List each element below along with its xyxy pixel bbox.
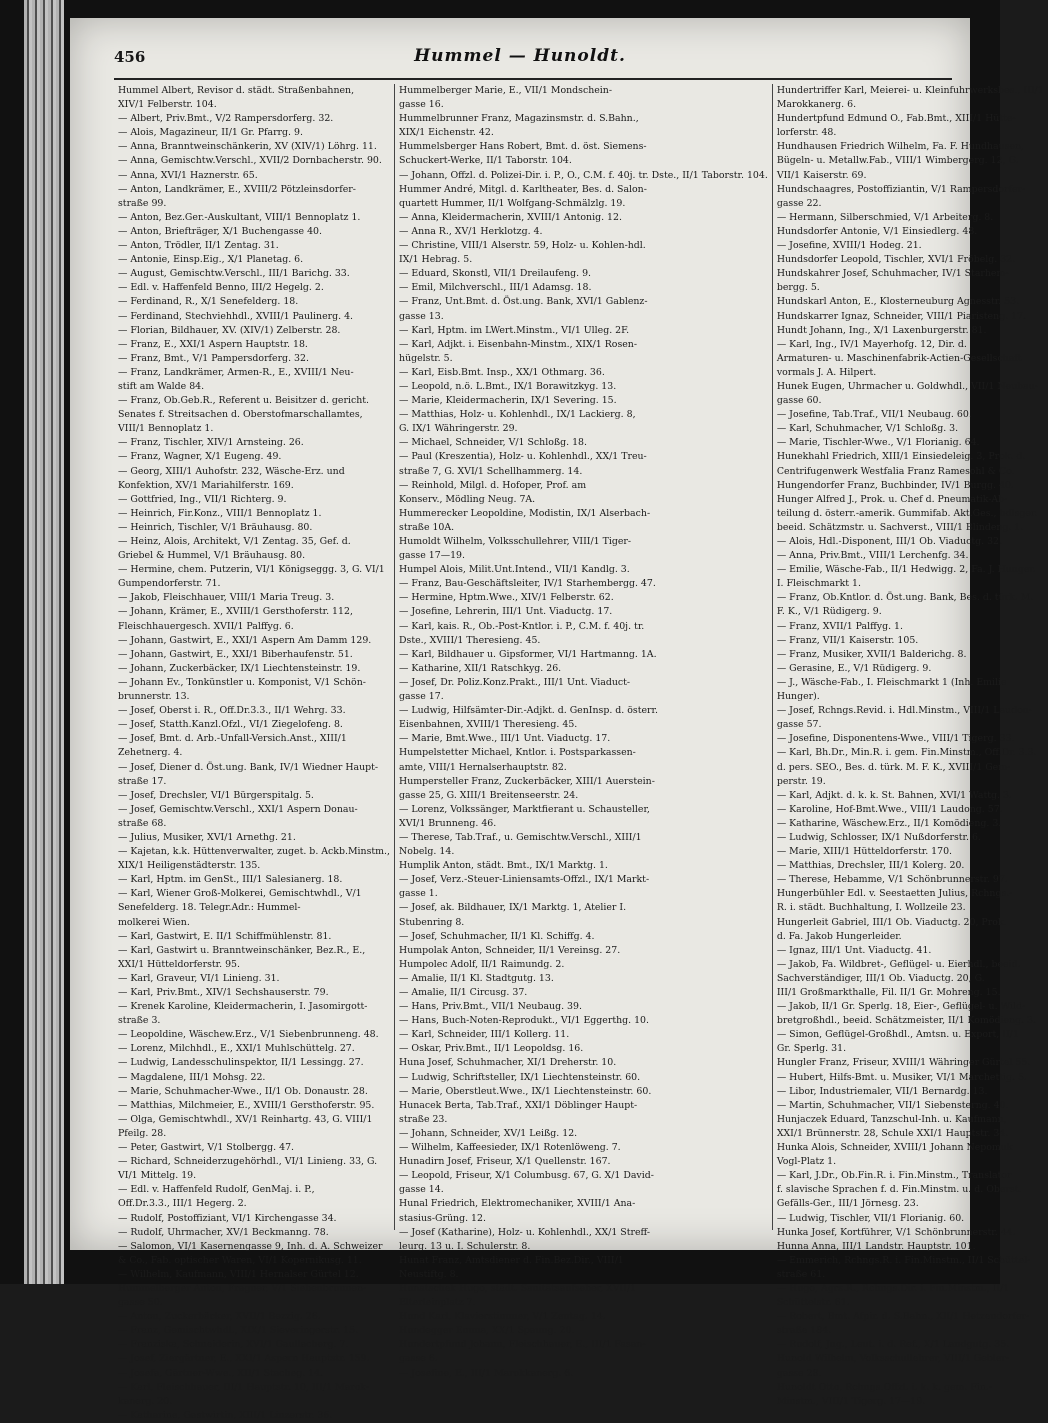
directory-entry-line: Hunka Alois, Schneider, XVIII/1 Johann Nepomuk (776, 1142, 1013, 1154)
directory-entry-line: — Ferdinand, R., X/1 Senefelderg. 18. (118, 296, 299, 308)
directory-entry-line: — Josefine, Disponentens-Wwe., VIII/1 Tigerg. 33. (776, 733, 1015, 745)
directory-entry-line: gasse 17—19. (399, 550, 465, 562)
directory-entry-line: — Leopoldine, Wäschew.Erz., V/1 Siebenbrunneng. 48. (118, 1029, 379, 1041)
directory-entry-line: gasse 14. (399, 1184, 444, 1196)
directory-entry-line: — Ludwig, Landesschulinspektor, II/1 Lessingg. 27. (118, 1057, 364, 1069)
directory-entry-line: — Anna, Priv.Bmt., VIII/1 Lerchenfg. 34. (776, 550, 969, 562)
directory-entry-line: — Hermine, Hptm.Wwe., XIV/1 Felberstr. 62. (399, 592, 614, 604)
directory-entry-line: — Richard, Schneiderzugehörhdl., VI/1 Linieng. 33, G. (118, 1156, 378, 1168)
directory-entry-line: Eisenbahnen, XVIII/1 Theresieng. 45. (399, 719, 578, 731)
directory-entry-line: Minstm., VIII/1 Tigerg. 17—19. (776, 1395, 926, 1407)
directory-entry-line: Humpersteller Franz, Zuckerbäcker, XIII/1 Auerstein- (399, 775, 655, 787)
directory-entry-line: straße 184. (776, 1325, 832, 1337)
directory-entry-line: XIX/1 Heiligenstädterstr. 135. (118, 860, 261, 872)
directory-entry-line: — Josef, Schuhmacher, II/1 Kl. Schiffg. 4. (399, 930, 595, 942)
directory-entry-line: Hundsdorfer Leopold, Tischler, XVI/1 Fröbelg. 32. (776, 254, 1016, 266)
directory-entry-line: — Albert, Priv.Bmt., V/2 Rampersdorferg. 32. (118, 113, 334, 125)
directory-entry-line: Hunna Anna, III/1 Landstr. Hauptstr. 101. (776, 1240, 976, 1252)
directory-entry-line: lorferstr. 48. (776, 127, 837, 139)
directory-entry-line: — Anton, Bez.Ger.-Auskultant, VIII/1 Bennoplatz 1. (118, 211, 361, 223)
directory-entry-line: f. slavische Sprachen f. d. Fin.Minstm. u. d. Oberst. (776, 1184, 1022, 1196)
directory-entry-line: III/1 Großmarkthalle, Fil. II/1 Gr. Mohreng. 15. (776, 987, 1001, 998)
directory-entry-line: Griebel & Hummel, V/1 Bräuhausg. 80. (118, 550, 306, 562)
directory-entry-line: Hummel Albert, Revisor d. städt. Straßenbahnen, (118, 85, 355, 96)
directory-entry-line: — Magdalene, III/1 Mohsg. 22. (118, 1071, 266, 1083)
directory-entry-line: — Karl, Fleischhauer, III/1 Hauptstr. 10, III/1 Marok- (118, 1381, 370, 1393)
directory-page (70, 18, 1044, 1421)
directory-entry-line: — Johann, Gastwirt, E., XXI/1 Biberhaufenstr. 51. (118, 648, 353, 660)
directory-entry-line: gasse 22. (776, 197, 822, 209)
column-right (772, 84, 1048, 1407)
directory-entry-line: — Eduard, Skonstl, VII/1 Dreilaufeng. 9. (399, 268, 592, 280)
directory-entry-line: Hundhausen Friedrich Wilhelm, Fa. F. Hundhausen, (776, 141, 1025, 153)
directory-entry-line: — Hans, Buch-Noten-Reprodukt., VI/1 Eggerthg. 10. (399, 1015, 650, 1027)
directory-entry-line: — Franz, Wagner, X/1 Eugeng. 49. (118, 451, 282, 463)
directory-entry-line: gasse 28. (776, 1367, 822, 1379)
directory-entry-line: straße 23. (399, 1113, 448, 1125)
directory-entry-line: XIX/1 Eichenstr. 42. (399, 127, 494, 139)
directory-entry-line: — Karl, Priv.Bmt., XIV/1 Sechshauserstr. 79. (118, 987, 329, 998)
directory-entry-line: brunnerstr. 13. (118, 691, 190, 703)
directory-entry-line: Centrifugenwerk Westfalia Franz Ramesohl & Co. (776, 465, 1015, 477)
directory-entry-line: — Alois, Hdl.-Disponent, III/1 Ob. Viaductg. 32. (776, 536, 1002, 547)
directory-entry-line: — Gerasine, E., V/1 Rüdigerg. 9. (776, 662, 932, 674)
directory-entry-line: gasse 1. (399, 888, 438, 900)
directory-entry-line: Hummelsberger Hans Robert, Bmt. d. öst. Siemens- (399, 141, 647, 153)
directory-entry-line: — Jakob, Fa. Wildbret-, Geflügel- u. Eierhdl., beeid. (776, 958, 1021, 970)
directory-entry-line: — Martin, Schuhmacher, VII/1 Siebensterng. 40. (776, 1099, 1009, 1111)
directory-entry-line: — Karl, Bh.Dr., Min.R. i. gem. Fin.Minstm., Off.Dr. 3.3. (776, 747, 1037, 759)
directory-entry-line: XVI/1 Brunneng. 46. (399, 817, 497, 829)
directory-entry-line: — Karl, Hptm. im LWert.Minstm., VI/1 Ulleg. 2F. (399, 324, 630, 336)
directory-entry-line: — Johann, Gastwirt, E., XXI/1 Aspern Am Damm 129. (118, 634, 372, 646)
directory-entry-line: — Josefine, XVIII/1 Hodeg. 21. (776, 240, 922, 252)
directory-entry-line: — Josef, Rchngs.Revid. i. Hdl.Minstm., VIII/1 Laudon- (776, 705, 1032, 717)
directory-entry-line: — Marie, Oberstleut.Wwe., IX/1 Liechtensteinstr. 60. (399, 1085, 652, 1097)
entry-columns (114, 84, 1044, 1421)
directory-entry-line: — Florian, Bildhauer, XV. (XIV/1) Zelberstr. 28. (118, 324, 341, 336)
directory-entry-line: Pfeilg. 28. (118, 1127, 167, 1139)
directory-entry-line: Hungler Franz, Friseur, XVIII/1 Währinger Gürtel 55. (776, 1057, 1031, 1069)
directory-entry-line: — Hermann, Silberschmied, V/1 Arbeiterg. 8. (776, 211, 994, 223)
directory-entry-line: — Josefine, Tab.Traf., VII/1 Neubaug. 60. (776, 409, 972, 421)
directory-entry-line: stasius-Grüng. 12. (399, 1212, 486, 1224)
directory-entry-line: Hundskarrer Ignaz, Schneider, VIII/1 Piaristeng. 17. (776, 310, 1027, 322)
directory-entry-line: — Matthias, Holz- u. Kohlenhdl., IX/1 Lackierg. 8, (399, 409, 636, 421)
directory-entry-line: — Franz, Bau-Geschäftsleiter, IV/1 Starhembergg. 47. (399, 578, 656, 590)
directory-entry-line: Hunacek Berta, Tab.Traf., XXI/1 Döblinger Haupt- (399, 1099, 638, 1111)
directory-entry-line: — Josef, Dr. Poliz.Konz.Prakt., III/1 Unt. Viaduct- (399, 676, 631, 688)
directory-entry-line: perstr. 19. (776, 775, 826, 787)
directory-entry-line: Hundt Johann, Ing., X/1 Laxenburgerstr. 81. (776, 324, 987, 336)
directory-entry-line: Hungendorfer Franz, Buchbinder, IV/1 Burgg. 40. (776, 479, 1014, 491)
directory-entry-line: — Krenek Karoline, Kleidermacherin, I. Jasomirgott- (118, 1001, 368, 1013)
directory-entry-line: — Ludwig, Schriftsteller, IX/1 Liechtensteinstr. 60. (399, 1071, 641, 1083)
directory-entry-line: — Libor, Industriemaler, VII/1 Bernardg. 13. (776, 1085, 988, 1097)
directory-entry-line: — Jakob, Fleischhauer, VIII/1 Maria Treug. 3. (118, 592, 335, 604)
directory-entry-line: — Matthias, Drechsler, III/1 Kolerg. 20. (776, 860, 965, 872)
directory-entry-line: Hummelbrunner Franz, Magazinsmstr. d. S.Bahn., (399, 113, 639, 125)
directory-entry-line: Hunka Josef, Kortführer, V/1 Schönbrunnerstr. 44. (776, 1226, 1016, 1238)
directory-entry-line: — Christine, VIII/1 Alserstr. 59, Holz- u. Kohlen-hdl. (399, 240, 646, 252)
directory-entry-line: — Franz, Gemischtwhdl., XIX/1 Sieveringerstr. 15. (118, 1325, 359, 1337)
directory-entry-line: — Peter, Gastwirt, V/1 Stolbergg. 47. (118, 1142, 295, 1154)
directory-entry-line: straße 68. (118, 817, 167, 829)
directory-entry-line: — Karl, Bildhauer u. Gipsformer, VI/1 Hartmanng. 1A. (399, 648, 657, 660)
directory-entry-line: Hunal Friedrich, Elektromechaniker, XVIII/1 Ana- (399, 1198, 636, 1210)
directory-entry-line: — Ludwig, Tischler, VII/1 Florianig. 60. (776, 1212, 965, 1224)
directory-entry-line: Dste., XVIII/1 Theresieng. 45. (399, 634, 541, 646)
directory-entry-line: — Therese, Hebamme, V/1 Schönbrunnerstr. 97. (776, 874, 1008, 886)
directory-entry-line: Stubenring 8. (399, 916, 465, 928)
directory-entry-line: gasse 16. (399, 99, 444, 111)
running-head: Hummel — Hunoldt. (414, 46, 626, 66)
directory-entry-line: — Michael, Schneider, V/1 Schloßg. 18. (399, 437, 587, 449)
directory-entry-line: Gr. Sperlg. 31. (776, 1043, 847, 1055)
directory-entry-line: — August, Gemischtw.Verschl., III/1 Barichg. 33. (118, 268, 350, 280)
directory-entry-line: — Amalie, II/1 Kl. Stadtgutg. 13. (399, 972, 554, 984)
directory-entry-line: — Gottfried, Ing., VII/1 Richterg. 9. (118, 493, 287, 505)
directory-entry-line: straße 17. (118, 775, 167, 787)
directory-entry-line: — Heinz, Alois, Architekt, V/1 Zentag. 35, Gef. d. (118, 536, 351, 547)
directory-entry-line: stift am Walde 84. (118, 380, 205, 392)
directory-entry-line: Konfektion, XV/1 Mariahilferstr. 169. (118, 479, 294, 491)
directory-entry-line: — Marie, Bmt.Wwe., III/1 Unt. Viaductg. 17. (399, 733, 611, 745)
directory-entry-line: quartett Hummer, II/1 Wolfgang-Schmälzlg. 19. (399, 197, 626, 209)
directory-entry-line: — Olga, Gemischtwhdl., XV/1 Reinhartg. 43, G. VIII/1 (118, 1113, 373, 1125)
directory-entry-line: — Karl, Gastwirt u. Branntweinschänker, Bez.R., E., (118, 944, 366, 956)
directory-entry-line: — Marie, Kleidermacherin, IX/1 Severing. 15. (399, 395, 617, 407)
directory-entry-line: & Co., Fab. optischer Waren, VI/1 Kopernikusg. 11. (118, 1254, 362, 1266)
directory-entry-line: — Hugo, Agrs.R., Rchngs.Dir. i. Fin.Minstm., II/1 (776, 1282, 1010, 1294)
directory-entry-line: Hunger). (776, 691, 820, 703)
directory-entry-line: — Karl, Adjkt. i. Eisenbahn-Minstm., XIX/1 Rosen- (399, 338, 638, 350)
directory-entry-line: molkerei Wien. (118, 916, 190, 928)
directory-entry-line: — Josef, Drechsler, VI/1 Bürgerspitalg. 5. (118, 789, 314, 801)
directory-entry-line: — Franziska, Schneiderin, XVI/1 Gaullacherg. 7. (118, 1339, 349, 1351)
directory-entry-line: — Antonie, Einsp.Eig., X/1 Planetag. 6. (118, 254, 304, 266)
directory-entry-line: — Johann, Schneider, XV/1 Leißg. 12. (399, 1127, 578, 1139)
directory-entry-line: — Anna, Branntweinschänkerin, XV (XIV/1) Löhrg. 11. (118, 141, 377, 153)
directory-entry-line: — Anton, Zuckerbäcker, XVII/1 Bezzig. 26. (118, 1311, 321, 1323)
directory-entry-line: — Rudolf, Postoffiziant, VI/1 Kirchengasse 34. (118, 1212, 337, 1224)
directory-entry-line: G. IX/1 Währingerstr. 29. (399, 423, 518, 435)
directory-entry-line: Hundertriffer Karl, Meierei- u. Kleinfuhrwerksbes., III/1 (776, 85, 1044, 96)
directory-entry-line: — Anton, Briefträger, X/1 Buchengasse 40. (118, 225, 322, 237)
directory-entry-line: Hunat Franz, Amtsdiener d. Fin.Bez.Dir., VIII/1 (399, 1254, 624, 1266)
directory-entry-line: — Josef, ak. Bildhauer, IX/1 Marktg. 1, Atelier I. (399, 902, 627, 914)
directory-entry-line: Hundegger Emma, XX/1 Spaung. 20. (399, 1325, 575, 1337)
directory-entry-line: gasse 25, G. XIII/1 Breitenseerstr. 24. (399, 789, 579, 801)
directory-entry-line: straße 99. (118, 197, 167, 209)
directory-entry-line: — Josefine, Lehrerin, III/1 Unt. Viaductg. 17. (399, 606, 613, 618)
directory-entry-line: — Lorenz, Milchhdl., E., XXI/1 Muhlschüttelg. 27. (118, 1043, 355, 1055)
directory-entry-line: — Marie, Tischler-Wwe., V/1 Florianig. 64. (776, 437, 980, 449)
directory-entry-line: Senates f. Streitsachen d. Oberstofmarschallamtes, (118, 409, 363, 421)
directory-entry-line: — Johann Ev., Tonkünstler u. Komponist, V/1 Schön- (118, 676, 366, 688)
directory-entry-line: straße 3. (118, 1015, 161, 1027)
directory-entry-line: Vogl-Platz 1. (776, 1156, 837, 1168)
directory-entry-line: Hummerecker Leopoldine, Modistin, IX/1 Alserbach- (399, 507, 651, 519)
directory-entry-line: — Wilhelm, Kaffeesieder, IX/1 Rotenlöweng. 7. (399, 1142, 621, 1154)
directory-entry-line: Schüttelstr. 61. (776, 1297, 850, 1309)
directory-entry-line: — Josefine, E., III/1 Marokkanerg. 6. (399, 1367, 574, 1379)
directory-entry-line: Hunatschek Hugo, städt. Sanitätsaufseher, XVII/1 (399, 1282, 637, 1294)
directory-entry-line: — Karl, Gastwirt, E. II/1 Schiffmühlenstr. 81. (118, 930, 332, 942)
directory-entry-line: — Anna, XVI/1 Haznerstr. 65. (118, 169, 258, 181)
directory-entry-line: Hundskahrer Josef, Schuhmacher, IV/1 Starhem- (776, 268, 1009, 280)
directory-entry-line: — Leopold, n.ö. L.Bmt., IX/1 Borawitzkyg. 13. (399, 380, 617, 392)
directory-entry-line: Konserv., Mödling Neug. 7A. (399, 493, 536, 505)
directory-entry-line: Hunekhahl Friedrich, XIII/1 Einsiedeleig. 3, Prok. d. (776, 451, 1026, 463)
directory-entry-line: — Franz, Musiker, XVII/1 Balderichg. 8. (776, 648, 967, 660)
directory-entry-line: — Johann, Offzl. d. Polizei-Dir. i. P., O., C.M. f. 40j. tr. Dste., II/1 Taborstr. 104. (399, 169, 768, 181)
column-middle (394, 84, 772, 1379)
directory-entry-line: Hunek Eugen, Uhrmacher u. Goldwhdl., VII/1 Neubau- (776, 380, 1038, 392)
directory-entry-line: — Karl, Eisb.Bmt. Insp., XX/1 Othmarg. 36. (399, 366, 605, 378)
directory-entry-line: — Anton, Landkrämer, E., XVIII/2 Pötzleinsdorfer- (118, 183, 356, 195)
directory-entry-line: — Marie, Schuhmacher-Wwe., II/1 Ob. Donaustr. 28. (118, 1085, 368, 1097)
directory-entry-line: — Georg, XIII/1 Auhofstr. 232, Wäsche-Erz. und (118, 465, 345, 477)
directory-entry-line: Hungerleit Gabriel, III/1 Ob. Viaductg. 20, Prok. (776, 916, 1007, 928)
directory-entry-line: Humpelstetter Michael, Kntlor. i. Postsparkassen- (399, 747, 636, 759)
directory-entry-line: — Karl, Ing., IV/1 Mayerhofg. 12, Dir. d. (776, 338, 967, 350)
directory-entry-line: — Franz, XVII/1 Palffyg. 1. (776, 620, 903, 632)
directory-entry-line: XXI/1 Brünnerstr. 28, Schule XXI/1 Hauptstr. 34. (776, 1127, 1009, 1139)
header-rule (114, 78, 952, 80)
directory-entry-line: XIV/1 Felberstr. 104. (118, 99, 217, 111)
directory-entry-line: — Franz, Unt.Bmt. d. Öst.ung. Bank, XVI/1 Gablenz- (399, 296, 648, 308)
directory-entry-line: — Katharine, Wäschew.Erz., II/1 Komödieng. 3. (776, 817, 1002, 829)
directory-entry-line: Hummelberger Anton, Fragner, V/1 Siebenbrunnen- (118, 1282, 367, 1294)
directory-entry-line: — Josef, Ziergärtner, E., XXI/1 Aspern Hauptstr. 159. (118, 1353, 370, 1365)
directory-entry-line: — Anna, Gemischtw.Verschl., XVII/2 Dornbacherstr. 90. (118, 155, 382, 167)
directory-entry-line: — Karl, Schneider, III/1 Kollerg. 11. (399, 1029, 570, 1041)
directory-entry-line: — Amalie, II/1 Circusg. 37. (399, 987, 528, 998)
directory-entry-line: Neustiftg. 8. (399, 1268, 459, 1280)
directory-entry-line: Hundschaagres, Postoffiziantin, V/1 Rampersdorfer- (776, 183, 1026, 195)
directory-entry-line: — Heinrich, Tischler, V/1 Bräuhausg. 80. (118, 521, 313, 533)
directory-entry-line: — Robert, Bmt. Afpir. d. S.Bahn., XII/1 Hetzendorfer- (776, 1311, 1030, 1323)
directory-entry-line: Humplik Anton, städt. Bmt., IX/1 Marktg. 1. (399, 860, 608, 872)
directory-entry-line: — Franz, Tischler, XIV/1 Arnsteing. 26. (118, 437, 304, 449)
book-page-edges (24, 0, 64, 1284)
directory-entry-line: — Emilie, Wäsche-Fab., II/1 Hedwigg. 2, Fa. J. Hunger. (776, 564, 1036, 576)
directory-entry-line: — Johann, Krämer, E., XVIII/1 Gersthoferstr. 112, (118, 606, 353, 618)
directory-entry-line: Hundsdorfer Antonie, V/1 Einsiedlerg. 48. (776, 225, 978, 237)
directory-entry-line: — Simon, Geflügel-Großhdl., Amtsn. u. Export, II/1 (776, 1029, 1019, 1041)
directory-entry-line: — Oskar, Priv.Bmt., II/1 Leopoldsg. 16. (399, 1043, 584, 1055)
directory-entry-line: — Therese, Tab.Traf., u. Gemischtw.Verschl., XIII/1 (399, 831, 642, 843)
directory-entry-line: — Rudolf, Uhrmacher, XV/1 Beckmanng. 78. (118, 1226, 329, 1238)
directory-entry-line: bergg. 5. (776, 282, 820, 294)
directory-entry-line: — Franz, Bmt., V/1 Pampersdorferg. 32. (118, 352, 309, 364)
directory-entry-line: Nobelg. 14. (399, 846, 455, 858)
directory-entry-line: Bügeln- u. Metallw.Fab., VIII/1 Wimbergerg. 12, G. (776, 155, 1019, 167)
directory-entry-line: — Josef, Statth.Kanzl.Ofzl., VI/1 Ziegelofeng. 8. (118, 719, 343, 731)
directory-entry-line: Armaturen- u. Maschinenfabrik-Actien-Gesellschaft (776, 352, 1022, 364)
directory-entry-line: — Franz, Ob.Geb.R., Referent u. Beisitzer d. gericht. (118, 395, 369, 407)
directory-entry-line: — Emmerich, Rchngs.R. i. Fin.Minstm., II/1 Schüttel- (776, 1254, 1031, 1266)
directory-entry-line: Hund Karl, Klavierstimmer, V/1 Zentag. 14. (399, 1311, 606, 1323)
directory-entry-line: — Karl, kais. R., Ob.-Post-Kntlor. i. P., C.M. f. 40j. tr. (399, 620, 645, 632)
directory-entry-line: R. i. städt. Buchhaltung, I. Wollzeile 23. (776, 902, 966, 914)
column-left (114, 84, 394, 1421)
directory-entry-line: Off.Dr.3.3., III/1 Hegerg. 2. (118, 1198, 247, 1210)
directory-entry-line: — Franz, E., XXI/1 Aspern Hauptstr. 18. (118, 338, 308, 350)
directory-entry-line: — Julius, Musiker, XVI/1 Arnethg. 21. (118, 831, 296, 843)
directory-entry-line: — Marie, XIII/1 Hütteldorferstr. 170. (776, 846, 953, 858)
directory-entry-line: — Edl. v. Haffenfeld Benno, III/2 Hegelg. 2. (118, 282, 324, 294)
directory-entry-line: gasse 17. (399, 691, 444, 703)
directory-entry-line: — Josef, Verz.-Steuer-Liniensamts-Offzl., IX/1 Markt- (399, 874, 650, 886)
directory-entry-line: gasse 6. (399, 1353, 438, 1365)
directory-entry-line: Hundertpfund Edmund O., Fab.Bmt., XIII/1 Hütte- (776, 113, 1016, 125)
directory-entry-line: Humpolak Anton, Schneider, II/1 Vereinsg. 27. (399, 944, 621, 956)
directory-entry-line: Schuckert-Werke, II/1 Taborstr. 104. (399, 155, 572, 167)
directory-entry-line: gasse 57. (776, 719, 822, 731)
directory-entry-line: Hunoldt Otto, Rchngs.Offzl. i. k. k. gem. Fin.- (776, 1381, 993, 1393)
directory-entry-line: — Hans, Priv.Bmt., VII/1 Neubaug. 39. (399, 1001, 582, 1013)
directory-entry-line: — Ludwig, Hilfsämter-Dir.-Adjkt. d. GenInsp. d. österr. (399, 705, 658, 717)
directory-entry-line: — Anna, Kleidermacherin, XVIII/1 Antonig. 12. (399, 211, 622, 223)
directory-entry-line: — Karl, Adjkt. d. k. k. St. Bahnen, XVI/1 Wattg. 3. (776, 789, 1012, 801)
directory-entry-line: — Josef (Katharine), Holz- u. Kohlenhdl., XX/1 Streff- (399, 1226, 650, 1238)
directory-entry-line: Hunjaczek Eduard, Tanzschul-Inh. u. Kaufmann, (776, 1113, 1007, 1125)
directory-entry-line: XXI/1 Hütteldorferstr. 95. (118, 958, 240, 970)
directory-entry-line: — Kajetan, k.k. Hüttenverwalter, zuget. b. Ackb.Minstm., (118, 846, 391, 858)
directory-entry-line: — Hubert, Hilfs-Bmt. u. Musiker, VI/1 Marchettig. 5. (776, 1071, 1027, 1083)
directory-entry-line: Gefälls-Ger., III/1 Jörnesg. 23. (776, 1198, 919, 1210)
directory-entry-line: Hummer André, Mitgl. d. Karltheater, Bes. d. Salon- (399, 183, 647, 195)
directory-entry-line: Hummelberger Marie, E., VII/1 Mondschein- (399, 85, 612, 96)
directory-entry-line: — Karoline, Hof-Bmt.Wwe., VIII/1 Laudong. 57. (776, 803, 1003, 815)
directory-entry-line: straße 61. (776, 1268, 826, 1280)
directory-entry-line: amte, VIII/1 Hernalserhauptstr. 82. (399, 761, 567, 773)
directory-entry-line: — Karl, Graveur, VI/1 Linieng. 31. (118, 972, 280, 984)
directory-entry-line: — Karl, J.Dr., Ob.Fin.R. i. Fin.Minstm., Translator (776, 1170, 1012, 1182)
directory-entry-line: — J., Wäsche-Fab., I. Fleischmarkt 1 (Inh. Emilie (776, 676, 1007, 688)
directory-entry-line: — Ignaz, III/1 Unt. Viaductg. 41. (776, 944, 932, 956)
directory-entry-line: gasse 13. (399, 310, 444, 322)
page-header (70, 48, 970, 72)
directory-entry-line: — Leopold, Friseur, X/1 Columbusg. 67, G. X/1 David- (399, 1170, 654, 1182)
directory-entry-line: Gumpendorferstr. 71. (118, 578, 221, 590)
directory-entry-line: IX/1 Hebrag. 5. (399, 254, 473, 266)
directory-entry-line: gasse 60. (776, 395, 822, 407)
directory-entry-line: — Josef, Gemischtw.Verschl., XXI/1 Aspern Donau- (118, 803, 358, 815)
directory-entry-line: d. Fa. Jakob Hungerleider. (776, 930, 902, 942)
directory-entry-line: — Franz, Landkrämer, Armen-R., E., XVIII/1 Neu- (118, 366, 354, 378)
directory-entry-line: Hundertpfund Johann, Fleischhauer, E., III/1 Fasan- (399, 1339, 646, 1351)
directory-entry-line: — Karl, Schuhmacher, V/1 Schloßg. 3. (776, 423, 959, 435)
directory-entry-line: VI/1 Mittelg. 19. (118, 1170, 197, 1182)
directory-entry-line: — Emil, Milchverschl., III/1 Adamsg. 18. (399, 282, 592, 294)
directory-entry-line: — Salomon, VI/1 Kasernengasse 9, Inh. d. A. Schweizer (118, 1240, 383, 1252)
directory-entry-line: — Heinrich, Fir.Konz., VIII/1 Bennoplatz 1. (118, 507, 322, 519)
directory-entry-line: Fleischhauergesch. XVII/1 Palffyg. 6. (118, 620, 294, 632)
directory-entry-line: VIII/1 Bennoplatz 1. (118, 423, 214, 435)
directory-entry-line: Zehetnerg. 4. (118, 747, 183, 759)
directory-entry-line: — Josef, Oberst i. R., Off.Dr.3.3., II/1 Wehrg. 33. (118, 705, 346, 717)
directory-entry-line: Humpolec Adolf, II/1 Raimundg. 2. (399, 958, 565, 970)
directory-entry-line: Hunold Wilhelm, Volksschullehrer, VIII/1 Gebler- (776, 1353, 1010, 1365)
directory-entry-line: — Johann, Zuckerbäcker, IX/1 Liechtensteinstr. 19. (118, 662, 361, 674)
directory-entry-line: — Reinhold, Milgl. d. Hofoper, Prof. am (399, 479, 587, 491)
directory-entry-line: — Anna R., XV/1 Herklotzg. 4. (399, 225, 543, 237)
page-number: 456 (114, 48, 146, 66)
directory-entry-line: F. K., V/1 Rüdigerg. 9. (776, 606, 882, 618)
directory-entry-line: — Wilhelm, Kaufmann, VIII/1 Hernalser Gürtel 12. (118, 1268, 359, 1280)
directory-entry-line: teilung d. österr.-amerik. Gummifab. Akt.Ges., hdlsger. (776, 507, 1038, 519)
directory-entry-line: — Lorenz, Volkssänger, Marktfierant u. Schausteller, (399, 803, 650, 815)
directory-entry-line: — Rudolf, Jng., Leut. i. d. Ref., X/1 Landgutg. 35. (776, 1339, 1010, 1351)
directory-entry-line: — Edl. v. Haffenfeld Rudolf, GenMaj. i. P., (118, 1184, 315, 1196)
directory-entry-line: straße 7, G. XVI/1 Schellhammerg. 14. (399, 465, 583, 477)
directory-entry-line: hügelstr. 5. (399, 352, 453, 364)
directory-entry-line: Humpel Alois, Milit.Unt.Intend., VII/1 Kandlg. 3. (399, 564, 630, 576)
directory-entry-line: Hunadirn Josef, Friseur, X/1 Quellenstr. 167. (399, 1156, 611, 1168)
directory-entry-line: Senefelderg. 18. Telegr.Adr.: Hummel- (118, 902, 301, 914)
directory-entry-line: Huna Josef, Schuhmacher, XI/1 Dreherstr. 10. (399, 1057, 617, 1069)
directory-entry-line: — Karl, Hptm. im GenSt., III/1 Salesianerg. 18. (118, 874, 343, 886)
directory-entry-line: Hundskarl Anton, E., Klosterneuburg Agnesstr. 53. (776, 296, 1020, 308)
directory-entry-line: — Josefa, Gärtner-Wwe., XII/1 Stacheg. 14. (118, 1367, 324, 1379)
directory-entry-line: — Jakob, II/1 Gr. Sperlg. 18, Eier-, Geflügel- u. Wild- (776, 1001, 1026, 1013)
directory-entry-line: — Franz, Ob.Kntlor. d. Öst.ung. Bank, Bes. d. türk. M. (776, 592, 1034, 604)
directory-entry-line: — Anton, Trödler, II/1 Zentag. 31. (118, 240, 279, 252)
directory-entry-line: beeid. Schätzmstr. u. Sachverst., VIII/1 Blindeng. 1. (776, 521, 1024, 533)
directory-entry-line: — Karl, Wiener Groß-Molkerei, Gemischtwhdl., V/1 (118, 888, 362, 900)
directory-entry-line: I. Fleischmarkt 1. (776, 578, 861, 590)
directory-entry-line: — Franz, VII/1 Kaiserstr. 105. (776, 634, 919, 646)
directory-entry-line: bretgroßhdl., beeid. Schätzmeister, II/1 Komödieng. 3. (776, 1015, 1036, 1027)
directory-entry-line: Sachverständiger, III/1 Ob. Viaductg. 20, G. (776, 972, 985, 984)
directory-entry-line: — Hermine, chem. Putzerin, VI/1 Königseggg. 3, G. VI/1 (118, 564, 385, 576)
directory-entry-line: — Josef, Bmt. d. Arb.-Unfall-Versich.Anst., XIII/1 (118, 733, 347, 745)
directory-entry-line: kanerg. 20. (118, 1395, 173, 1407)
directory-entry-line: d. pers. SEO., Bes. d. türk. M. F. K., XVIII/1 Gem- (776, 761, 1011, 773)
directory-entry-line: Hunger Alfred J., Prok. u. Chef d. Pneumatik-Ab- (776, 493, 1008, 505)
directory-entry-line: — Katharine, XII/1 Ratschkyg. 26. (399, 662, 562, 674)
directory-entry-line: VII/1 Kaiserstr. 69. (776, 169, 867, 181)
directory-entry-line: — Paul (Kreszentia), Holz- u. Kohlenhdl., XX/1 Treu- (399, 451, 647, 463)
directory-entry-line: — Matthias, Milchmeier, E., XVIII/1 Gersthoferstr. 95. (118, 1099, 375, 1111)
directory-entry-line: Marokkanerg. 6. (776, 99, 857, 111)
directory-entry-line: Elterleinplatz 7. (399, 1297, 476, 1309)
directory-entry-line: — Josef, Diener d. Öst.ung. Bank, IV/1 Wiedner Haupt- (118, 761, 379, 773)
directory-entry-line: — Ferdinand, Stechviehhdl., XVIII/1 Paulinerg. 4. (118, 310, 354, 322)
directory-entry-line: gasse 50. (118, 1297, 163, 1309)
directory-entry-line: — Ludwig, Schlosser, IX/1 Nußdorferstr. 6. (776, 831, 981, 843)
directory-entry-line: — Katharine, Gastwirtin, XIII/1 Linzerstr. 36. (118, 1409, 333, 1421)
directory-entry-line: — Alois, Magazineur, II/1 Gr. Pfarrg. 9. (118, 127, 303, 139)
directory-entry-line: Humoldt Wilhelm, Volksschullehrer, VIII/1 Tiger- (399, 536, 632, 547)
directory-entry-line: leurg. 13 u. I. Schulerstr. 8. (399, 1240, 531, 1252)
directory-entry-line: Hungerbühler Edl. v. Seestaetten Julius, Rchngs.- (776, 888, 1013, 900)
directory-entry-line: vormals J. A. Hilpert. (776, 366, 877, 378)
directory-entry-line: straße 10A. (399, 521, 455, 533)
